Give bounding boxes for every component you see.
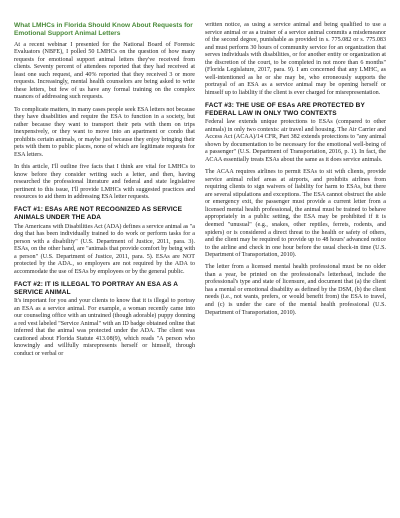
body-paragraph: The letter from a licensed mental health professional must be no older than a year, be printed on the professional's letterhead, include the professional's type and state of licensure, and document that (a) the client has a mental or emotional disability as defined by the DSM, (b) the client needs (i.e., not wants, prefers, or would benefit from) the ESA to travel, and (c) is under the care of the mental health professional (U.S. Department of Transportation, 2010). — [205, 264, 386, 316]
body-paragraph: Federal law extends unique protections to ESAs (compared to other animals) in only two contexts: air travel and housing. The Air Carrier and Access Act (ACAA)/14 CFR, Part 382 extends protections to "any animal shown by documentation to be necessary for the emotional well-being of a passenger" (U.S. Department of Transportation, 2016, p. 1). In fact, the ACAA essentially treats ESAs about the same as it does service animals. — [205, 119, 386, 163]
body-paragraph: In this article, I'll outline five facts that I think are vital for LMHCs to know before they consider writing such a letter, and then, having researched the professional literature and federal and state legislative pertinent to this issue, I'll provide LMHCs with suggested practices and resources to aid them in addressing ESA letter requests. — [14, 163, 195, 201]
body-paragraph: The ACAA requires airlines to permit ESAs to sit with clients, provide service animal relief areas at airports, and prohibits airlines from requiring clients to sign waivers of liability for harm to ESAs, but there are several stipulations and exceptions. The ESA cannot obstruct the aisle or emergency exit, the passenger must provide a current letter from a licensed mental health professional, the animal must be trained to behave appropriately in a public setting, the ESA may be prohibited if it is deemed "unusual" (e.g., snakes, other reptiles, ferrets, rodents, and spiders) or is considered a direct threat to the health or safety of others, and the client may be required to provide up to 48 hours' advanced notice to the airline and check in one hour before the usual check-in time (U.S. Department of Transportation, 2010). — [205, 169, 386, 259]
right-column — [205, 22, 386, 510]
body-paragraph: To complicate matters, in many cases people seek ESA letters not because they have disabilities and require the ESA to function in a society, but rather because they want to transport their pets with them on trips inexpensively, or they want to move into an apartment or condo that prohibits certain animals, or maybe just because they enjoy bringing their pets with them to public places, none of which are legitimate requests for ESA letters. — [14, 106, 195, 158]
body-paragraph: It's important for you and your clients to know that it is illegal to portray an ESA as a service animal. For example, a woman recently came into our counseling office with an untrained (though adorable) puppy donning a red vest labeled "Service Animal" with an ID badge obtained online that inferred that the animal was protected under the ADA. The client was cautioned about Florida Statute 413.08(9), which reads "A person who knowingly and willfully misrepresents herself or himself, through conduct or verbal or — [14, 298, 195, 357]
body-paragraph: written notice, as using a service animal and being qualified to use a service animal or as a trainer of a service animal commits a misdemeanor of the second degree, punishable as provided in s. 775.082 or s. 775.083 and must perform 30 hours of community service for an organization that serves individuals with disabilities, or for another entity or organization at the discretion of the court, to be completed in not more than 6 months" (Florida Legislature, 2017, para. 9). I am concerned that any LMHC, as well-intentioned as he or she may be, who erroneously supports the portrayal of an ESA as a service animal may be opening herself or himself up to liability if the client is ever charged for misrepresentation. — [205, 22, 386, 96]
section-heading: FACT #2: IT IS ILLEGAL TO PORTRAY AN ESA AS A SERVICE ANIMAL — [14, 280, 178, 296]
body-paragraph: At a recent webinar I presented for the National Board of Forensic Evaluators (NBFE), I polled 50 LMHCs on the question of how many requests for emotional support animal letters they've received from clients. Seventy percent of attendees reported that they had received at least one such request, and 40% reported that they received 3 or more requests. Increasingly, mental health counselors are being asked to write these letters, but few of us have any formal training on the complex nuances of addressing such requests. — [14, 41, 195, 101]
section-heading: FACT #3: THE USE OF ESAs ARE PROTECTED BY FEDERAL LAW IN ONLY TWO CONTEXTS — [205, 102, 365, 117]
article-title: What LMHCs in Florida Should Know About Requests for Emotional Support Animal Letters — [14, 22, 193, 37]
left-column — [14, 22, 195, 510]
body-paragraph: The Americans with Disabilities Act (ADA) defines a service animal as "a dog that has been individually trained to do work or perform tasks for a person with a disability" (U.S. Department of Justice, 2011, para. 3). ESAs, on the other hand, are "animals that provide comfort by being with a person" (U.S. Department of Justice, 2011, para. 5). ESAs are NOT protected by the ADA., so employers are not required by the ADA to accommodate the use of ESAs by employees or by the general public. — [14, 223, 196, 275]
section-heading: FACT #1: ESAs ARE NOT RECOGNIZED AS SERVICE ANIMALS UNDER THE ADA — [14, 206, 183, 221]
